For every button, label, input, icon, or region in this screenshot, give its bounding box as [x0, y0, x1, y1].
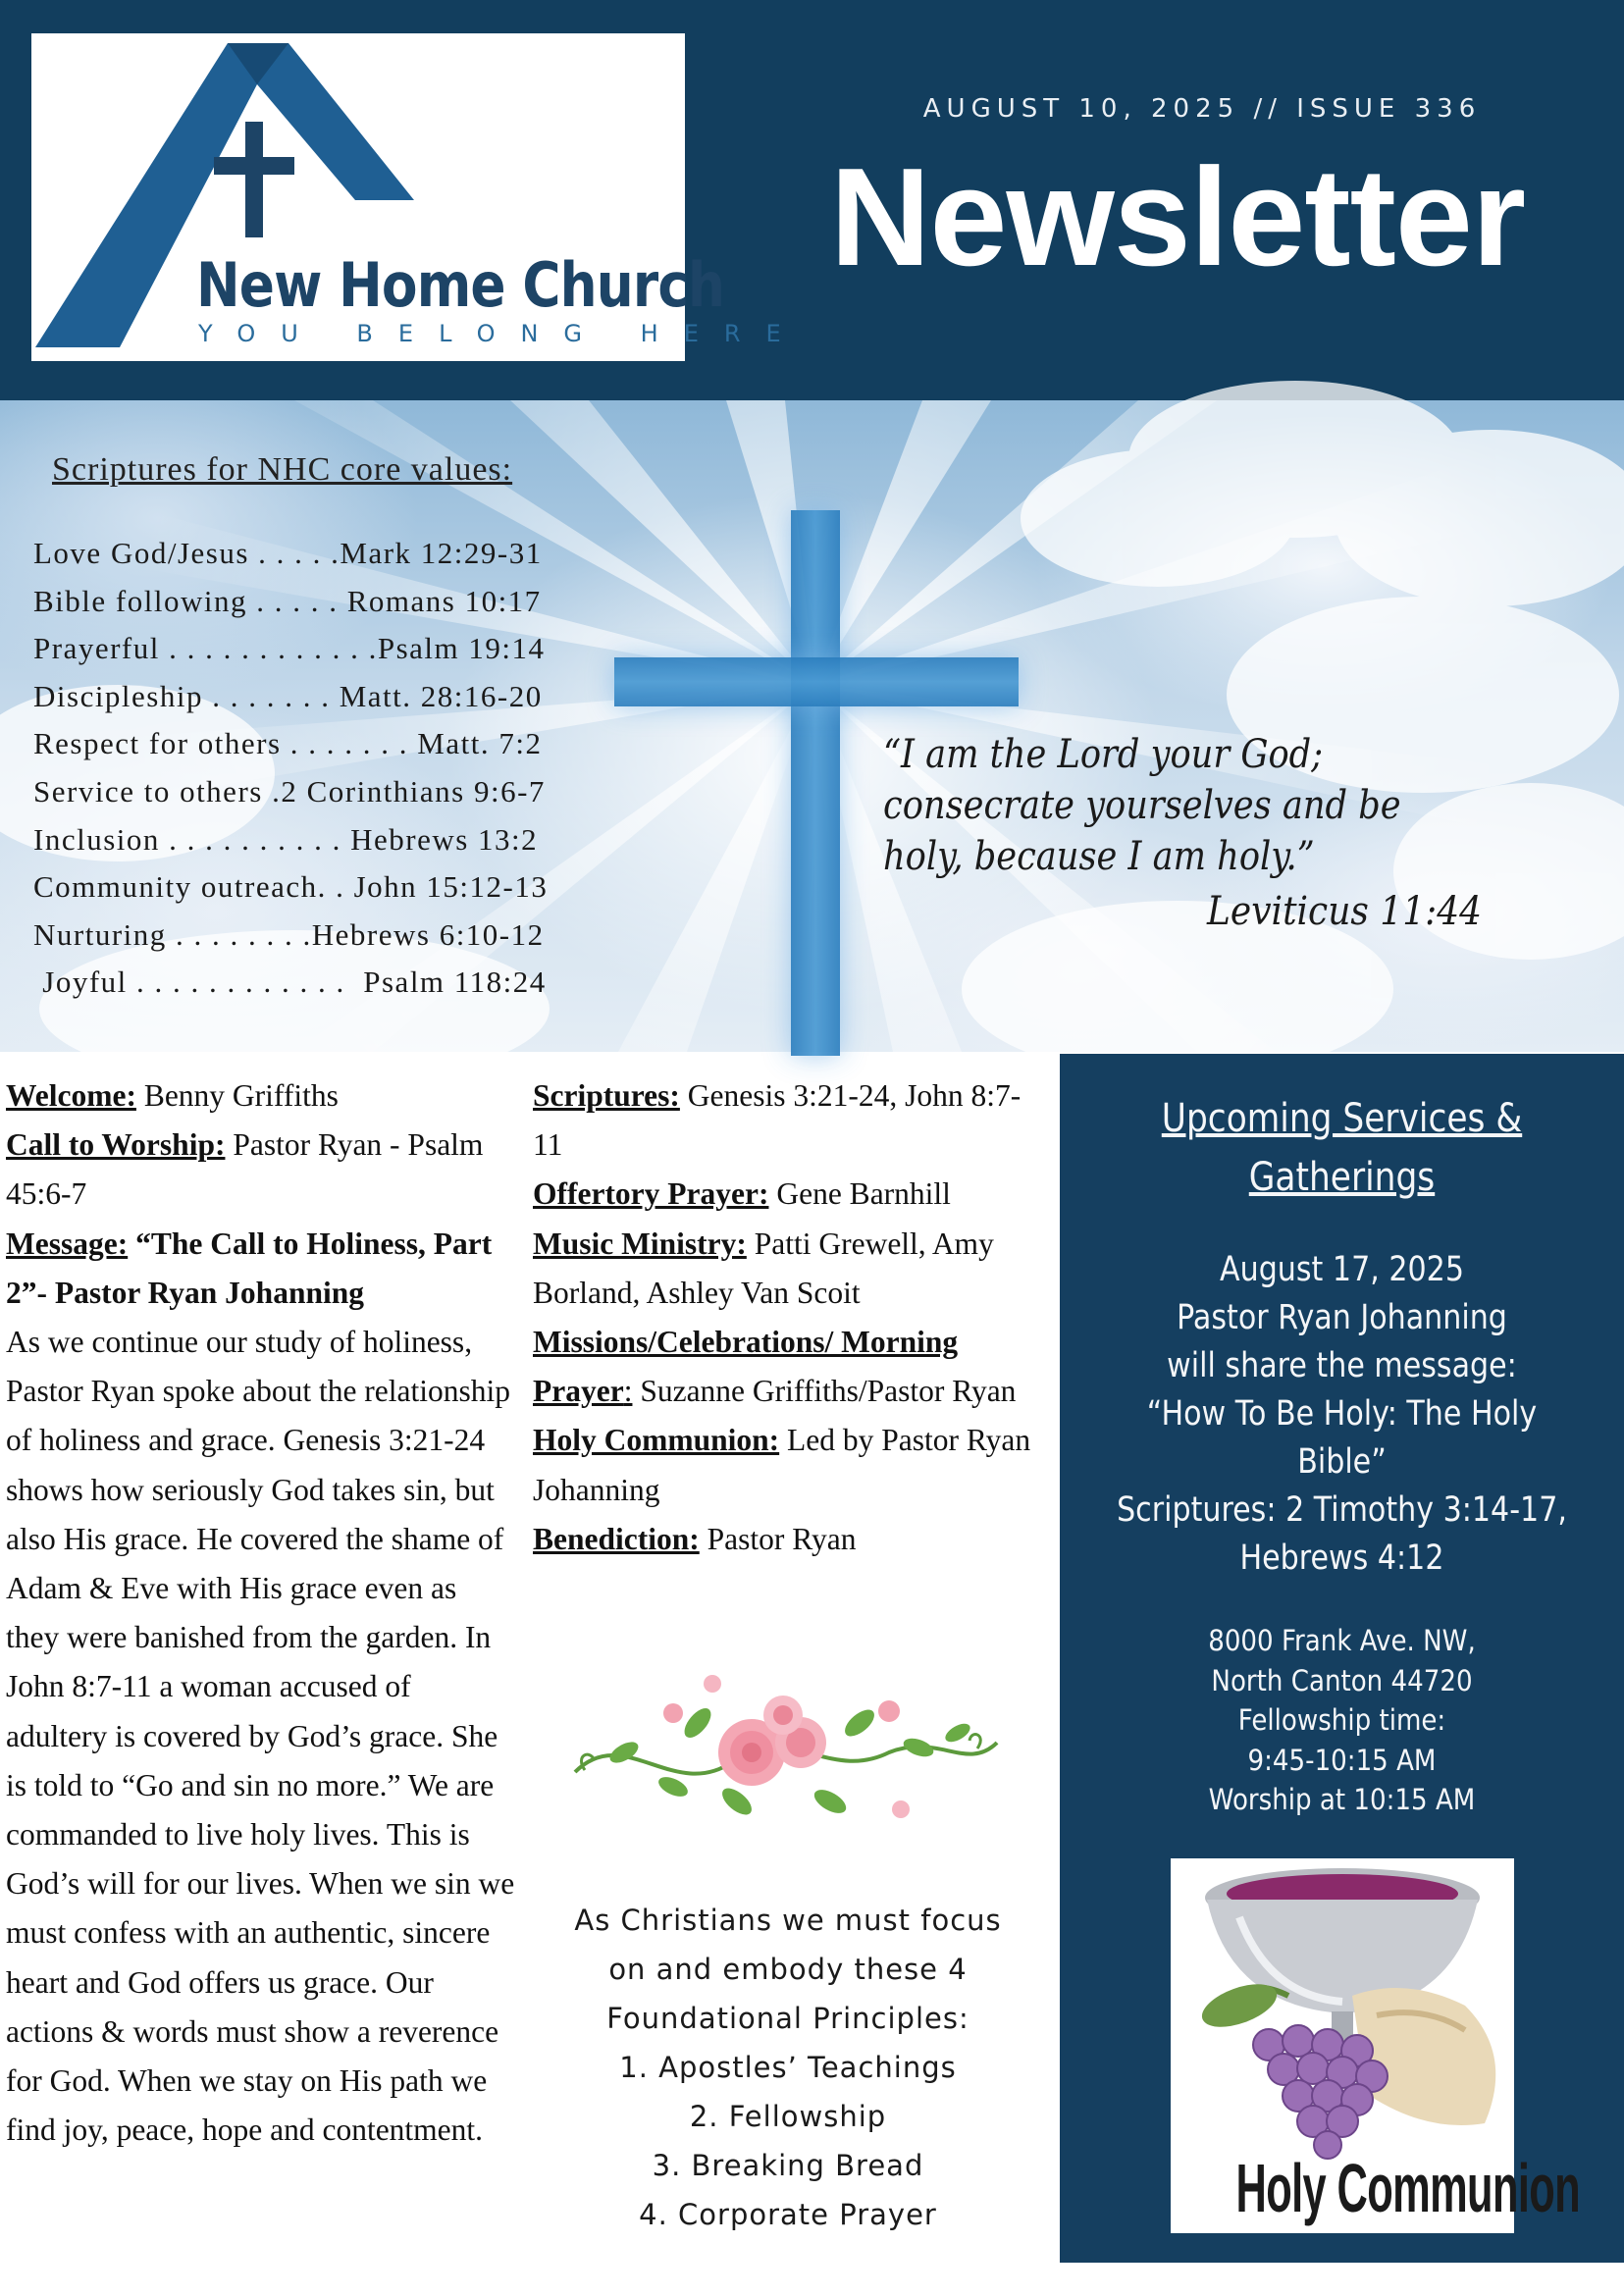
service-order-column-1: [6, 1071, 516, 2155]
call-to-worship-line: [6, 1121, 516, 1219]
benediction-value: Pastor Ryan: [699, 1521, 857, 1556]
service-line: Scriptures: 2 Timothy 3:14-17,: [1117, 1490, 1567, 1530]
music-ministry-value: Patti Grewell, Amy Borland, Ashley Van Scoit: [533, 1226, 994, 1310]
call-to-worship-value: Pastor Ryan - Psalm 45:6-7: [6, 1127, 484, 1212]
upcoming-services-sidebar: [1060, 1054, 1624, 2263]
scripture-reference: Leviticus 11:44: [1207, 889, 1483, 934]
principles-intro: Foundational Principles:: [606, 2002, 969, 2035]
upcoming-services-title-line: Gatherings: [1248, 1155, 1436, 1200]
core-values-list: [33, 530, 548, 1007]
holy-communion-label: Holy Communion:: [533, 1423, 780, 1458]
core-value-item: Inclusion . . . . . . . . . . Hebrews 13:2: [33, 821, 539, 857]
principles-intro: As Christians we must focus: [574, 1904, 1002, 1937]
core-value-item: Joyful . . . . . . . . . . . . Psalm 118:24: [33, 965, 547, 1000]
core-value-item: Respect for others . . . . . . . Matt. 7:2: [33, 726, 543, 761]
location-and-times: [1088, 1621, 1597, 1820]
core-value-item: Bible following . . . . . Romans 10:17: [33, 583, 542, 618]
principle-item: 3. Breaking Bread: [652, 2149, 924, 2182]
core-value-item: Prayerful . . . . . . . . . . . .Psalm 19:14: [33, 631, 546, 666]
call-to-worship-label: Call to Worship:: [6, 1127, 226, 1163]
music-ministry-line: [533, 1220, 1043, 1318]
offertory-label: Offertory Prayer:: [533, 1176, 769, 1212]
core-value-item: Discipleship . . . . . . . Matt. 28:16-20: [33, 678, 543, 713]
cross-horizontal-beam: [614, 657, 1019, 706]
service-line: Pastor Ryan Johanning: [1177, 1298, 1507, 1337]
location-line: Worship at 10:15 AM: [1208, 1783, 1476, 1816]
location-line: 9:45-10:15 AM: [1247, 1743, 1437, 1777]
holy-communion-line: [533, 1416, 1043, 1514]
scripture-quote: “I am the Lord your God; consecrate yourselves and be holy, because I am holy.”: [883, 732, 1401, 879]
missions-line: [533, 1318, 1043, 1416]
message-title: “The Call to Holiness, Part 2”- Pastor Ryan Johanning: [6, 1226, 493, 1310]
message-label: Message:: [6, 1226, 129, 1261]
message-line: [6, 1220, 516, 1318]
prayer-colon: :: [623, 1374, 633, 1409]
offertory-line: [533, 1170, 1043, 1219]
service-line: August 17, 2025: [1220, 1250, 1464, 1289]
rose-garland-image: [565, 1654, 1007, 1841]
principles-intro: on and embody these 4: [608, 1953, 968, 1986]
newsletter-title: Newsletter: [829, 139, 1526, 295]
welcome-line: [6, 1071, 516, 1121]
service-line: “How To Be Holy: The Holy: [1146, 1394, 1538, 1434]
service-order-column-2: [533, 1071, 1043, 1564]
core-value-item: Love God/Jesus . . . . .Mark 12:29-31: [33, 536, 543, 570]
principle-item: 4. Corporate Prayer: [639, 2198, 937, 2231]
holy-communion-image: [1171, 1858, 1581, 2233]
upcoming-services-title: [1099, 1089, 1585, 1207]
scriptures-label: Scriptures:: [533, 1078, 680, 1113]
missions-label: Missions/Celebrations/ Morning: [533, 1325, 959, 1360]
welcome-label: Welcome:: [6, 1078, 136, 1113]
cross-vertical-beam: [791, 510, 840, 1056]
service-line: Hebrews 4:12: [1239, 1539, 1444, 1578]
message-summary: As we continue our study of holiness, Pastor Ryan spoke about the relationship of holiness and grace. Genesis 3:21-24 shows how seriously God takes sin, but also His grace. He covered the shame of Adam & Eve with His grace even as they were banished from the garden. In John 8:7-11 a woman accused of adultery is covered by God’s grace. She is told to “Go and sin no more.” We are commanded to live holy lives. This is God’s will for our lives. When we sin we must confess with an authentic, sincere heart and God offers us grace. Our actions & words must show a reverence for God. When we stay on His path we find joy, peace, hope and contentment.: [6, 1325, 515, 2148]
issue-date-line: AUGUST 10, 2025 // ISSUE 336: [922, 94, 1482, 124]
holy-communion-value: Led by Pastor Ryan Johanning: [533, 1423, 1031, 1507]
scriptures-line: [533, 1071, 1043, 1170]
holy-communion-caption: Holy Communion: [1235, 2150, 1581, 2226]
offertory-value: Gene Barnhill: [768, 1176, 951, 1212]
service-line: Bible”: [1297, 1442, 1387, 1482]
newsletter-header: [0, 0, 1624, 400]
benediction-line: [533, 1515, 1043, 1564]
core-value-item: Service to others .2 Corinthians 9:6-7: [33, 773, 546, 809]
scripture-banner: [0, 400, 1624, 1052]
service-line: will share the message:: [1167, 1346, 1517, 1385]
location-line: 8000 Frank Ave. NW,: [1208, 1624, 1476, 1657]
foundational-principles: [538, 1896, 1038, 2239]
location-line: Fellowship time:: [1237, 1703, 1446, 1737]
church-logo: [31, 33, 807, 361]
principle-item: 1. Apostles’ Teachings: [619, 2051, 957, 2084]
welcome-value: Benny Griffiths: [135, 1078, 339, 1113]
core-values-title: Scriptures for NHC core values:: [52, 451, 513, 488]
next-service-details: [1099, 1246, 1585, 1583]
core-value-item: Community outreach. . John 15:12-13: [33, 869, 549, 905]
upcoming-services-title-line: Upcoming Services &: [1161, 1096, 1523, 1141]
logo-name: New Home Church: [196, 249, 725, 321]
missions-value: Suzanne Griffiths/Pastor Ryan: [632, 1374, 1017, 1409]
music-ministry-label: Music Ministry:: [533, 1226, 747, 1261]
core-value-item: Nurturing . . . . . . . .Hebrews 6:10-12: [33, 916, 545, 952]
prayer-label: Prayer: [533, 1374, 624, 1409]
principle-item: 2. Fellowship: [689, 2100, 887, 2133]
benediction-label: Benediction:: [533, 1521, 700, 1556]
location-line: North Canton 44720: [1211, 1663, 1473, 1697]
logo-tagline: YOU BELONG HERE: [198, 320, 807, 347]
scriptures-value: Genesis 3:21-24, John 8:7-11: [533, 1078, 1022, 1163]
